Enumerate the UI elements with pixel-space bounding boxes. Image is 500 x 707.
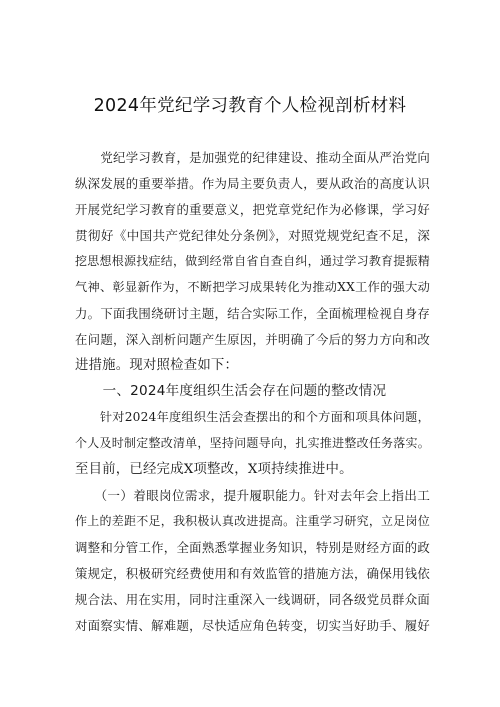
- paragraph-line: 力。下面我围绕研讨主题，结合实际工作，全面梳理检视自身存: [75, 306, 430, 321]
- paragraph-line: 规合法、用在实用，同时注重深入一线调研，同各级党员群众面: [75, 592, 430, 607]
- paragraph-line: 个人及时制定整改清单，坚持问题导向，扎实推进整改任务落实。: [75, 436, 430, 450]
- paragraph-line: 进措施。现对照检查如下：: [75, 358, 239, 373]
- paragraph-line: 作上的差距不足，我积极认真改进提高。注重学习研究，立足岗位: [75, 514, 430, 528]
- paragraph-line: （一）着眼岗位需求，提升履职能力。针对去年会上指出工: [75, 488, 430, 503]
- paragraph-line: 党纪学习教育，是加强党的纪律建设、推动全面从严治党向: [75, 150, 430, 165]
- paragraph-line: 纵深发展的重要举措。作为局主要负责人，要从政治的高度认识: [75, 176, 430, 191]
- document-title: 2024年党纪学习教育个人检视剖析材料: [93, 96, 407, 116]
- paragraph-line: 对面察实情、解难题，尽快适应角色转变，切实当好助手、履好: [75, 618, 430, 633]
- paragraph-line: 至目前，已经完成X项整改，X项持续推进中。: [75, 462, 353, 477]
- paragraph-line: 在问题，深入剖析问题产生原因，并明确了今后的努力方向和改: [75, 332, 430, 347]
- section-heading: 一、2024年度组织生活会存在问题的整改情况: [75, 383, 387, 399]
- paragraph-line: 策规定，积极研究经费使用和有效监管的措施方法，确保用钱依: [75, 566, 430, 581]
- paragraph-line: 挖思想根源找症结，做到经常自省自查自纠，通过学习教育提振精: [75, 254, 430, 268]
- paragraph-line: 气神、彰显新作为，不断把学习成果转化为推动XX工作的强大动: [75, 280, 430, 294]
- paragraph-line: 针对2024年度组织生活会查摆出的和个方面和项具体问题，: [75, 410, 430, 424]
- paragraph-line: 开展党纪学习教育的重要意义，把党章党纪作为必修课，学习好: [75, 202, 430, 217]
- paragraph-line: 贯彻好《中国共产党纪律处分条例》，对照党规党纪查不足，深: [75, 228, 430, 243]
- paragraph-line: 调整和分管工作，全面熟悉掌握业务知识，特别是财经方面的政: [75, 540, 430, 555]
